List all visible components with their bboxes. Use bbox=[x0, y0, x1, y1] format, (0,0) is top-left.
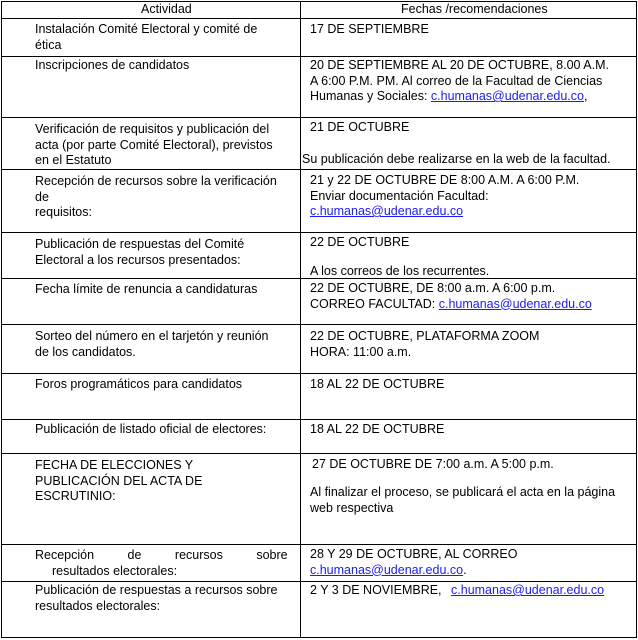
note-line: Al finalizar el proceso, se publicará el acta en la página bbox=[310, 485, 616, 499]
activity-cell bbox=[35, 122, 273, 169]
punctuation: , bbox=[583, 89, 588, 103]
activity-text: ESCRUTINIO: bbox=[35, 489, 116, 503]
activity-text: Electoral a los recursos presentados: bbox=[35, 252, 241, 267]
note-text: A los correos de los recurrentes. bbox=[310, 264, 490, 278]
row-divider bbox=[1, 373, 637, 374]
column-header-actividad: Actividad bbox=[141, 2, 192, 16]
row-divider bbox=[1, 56, 637, 57]
row-divider bbox=[1, 169, 637, 170]
row-divider bbox=[1, 581, 637, 582]
activity-text: Recepción de recursos sobre la verificación bbox=[35, 174, 277, 188]
activity-text: Inscripciones de candidatos bbox=[35, 58, 190, 72]
activity-text: PUBLICACIÓN DEL ACTA DE bbox=[35, 473, 203, 488]
punctuation: . bbox=[463, 562, 467, 577]
activity-text: Sorteo del número en el tarjetón y reunión bbox=[35, 329, 269, 343]
activity-cell bbox=[35, 458, 202, 505]
date-text: 17 DE SEPTIEMBRE bbox=[310, 22, 429, 36]
activity-text: acta (por parte Comité Electoral), previstos bbox=[35, 137, 273, 152]
table-border-bottom bbox=[1, 637, 637, 638]
date-cell bbox=[310, 235, 409, 251]
date-cell bbox=[310, 583, 604, 599]
activity-cell bbox=[35, 174, 277, 221]
activity-cell bbox=[35, 548, 288, 579]
email-link[interactable]: c.humanas@udenar.edu.co bbox=[430, 89, 584, 103]
activity-text: Recepción de recursos sobre bbox=[35, 548, 288, 562]
column-divider bbox=[300, 1, 301, 638]
date-text: 22 DE OCTUBRE bbox=[310, 235, 410, 249]
activity-text: Verificación de requisitos y publicación del bbox=[35, 122, 270, 136]
date-text: 27 DE OCTUBRE DE 7:00 a.m. A 5:00 p.m. bbox=[312, 457, 554, 471]
row-divider bbox=[1, 453, 637, 454]
date-cell bbox=[312, 457, 554, 473]
date-cell bbox=[310, 173, 579, 220]
note-text bbox=[310, 485, 615, 516]
date-text: A 6:00 P.M. PM. Al correo de la Facultad de Ciencias bbox=[310, 73, 603, 88]
date-text: 18 AL 22 DE OCTUBRE bbox=[310, 422, 445, 436]
activity-text: Publicación de respuestas a recursos sobre bbox=[35, 583, 278, 597]
date-cell bbox=[310, 120, 409, 136]
activity-cell bbox=[35, 282, 257, 298]
date-cell bbox=[310, 281, 592, 312]
row-divider bbox=[1, 232, 637, 233]
date-cell bbox=[310, 422, 444, 438]
activity-cell bbox=[35, 422, 266, 438]
row-divider bbox=[1, 117, 637, 118]
activity-text: FECHA DE ELECCIONES Y bbox=[35, 458, 194, 472]
date-text: 2 Y 3 DE NOVIEMBRE, bbox=[310, 583, 442, 597]
column-header-fechas: Fechas /recomendaciones bbox=[401, 2, 548, 16]
date-text: Enviar documentación Facultad: bbox=[310, 188, 489, 203]
row-divider bbox=[1, 544, 637, 545]
activity-text: en el Estatuto bbox=[35, 153, 112, 167]
date-cell bbox=[310, 547, 517, 578]
activity-cell bbox=[35, 329, 268, 360]
date-text: Humanas y Sociales: bbox=[310, 89, 428, 103]
activity-text: requisitos: bbox=[35, 205, 92, 219]
date-cell bbox=[310, 58, 609, 105]
date-text: 21 y 22 DE OCTUBRE DE 8:00 A.M. A 6:00 P.M. bbox=[310, 173, 580, 187]
date-text: 18 AL 22 DE OCTUBRE bbox=[310, 377, 445, 391]
date-cell bbox=[310, 22, 429, 38]
row-divider bbox=[1, 419, 637, 420]
email-link[interactable]: c.humanas@udenar.edu.co bbox=[310, 204, 464, 218]
email-link[interactable]: c.humanas@udenar.edu.co bbox=[310, 562, 464, 577]
row-divider bbox=[1, 324, 637, 325]
row-divider bbox=[1, 18, 637, 19]
date-cell bbox=[310, 377, 444, 393]
activity-text: resultados electorales: bbox=[52, 563, 178, 578]
email-link[interactable]: c.humanas@udenar.edu.co bbox=[451, 583, 605, 597]
activity-text: Publicación de respuestas del Comité bbox=[35, 237, 245, 251]
activity-text: de bbox=[35, 189, 49, 204]
activity-cell bbox=[35, 58, 189, 74]
email-link[interactable]: c.humanas@udenar.edu.co bbox=[438, 296, 592, 311]
activity-text: Fecha límite de renuncia a candidaturas bbox=[35, 282, 258, 296]
activity-cell bbox=[35, 22, 257, 53]
note-line: web respectiva bbox=[310, 500, 394, 515]
activity-text: resultados electorales: bbox=[35, 598, 161, 613]
schedule-table bbox=[1, 1, 637, 638]
activity-text: Publicación de listado oficial de electores: bbox=[35, 422, 267, 436]
date-text: 22 DE OCTUBRE, PLATAFORMA ZOOM bbox=[310, 329, 540, 343]
date-text: HORA: 11:00 a.m. bbox=[310, 344, 412, 359]
date-cell bbox=[310, 329, 539, 360]
activity-text: de los candidatos. bbox=[35, 344, 136, 359]
date-text: 28 Y 29 DE OCTUBRE, AL CORREO bbox=[310, 547, 518, 561]
activity-text: Instalación Comité Electoral y comité de bbox=[35, 22, 258, 36]
date-text: 22 DE OCTUBRE, DE 8:00 a.m. A 6:00 p.m. bbox=[310, 281, 556, 295]
activity-cell bbox=[35, 377, 242, 393]
date-text: 20 DE SEPTIEMBRE AL 20 DE OCTUBRE, 8.00 A.M. bbox=[310, 58, 609, 72]
activity-text: ética bbox=[35, 37, 62, 52]
activity-text: Foros programáticos para candidatos bbox=[35, 377, 243, 391]
table-border-left bbox=[1, 1, 2, 638]
note-text: Su publicación debe realizarse en la web de la facultad. bbox=[302, 152, 611, 166]
date-text: CORREO FACULTAD: bbox=[310, 296, 436, 311]
activity-cell bbox=[35, 237, 244, 268]
table-border-right bbox=[636, 1, 637, 638]
date-text: 21 DE OCTUBRE bbox=[310, 120, 410, 134]
activity-cell bbox=[35, 583, 278, 614]
